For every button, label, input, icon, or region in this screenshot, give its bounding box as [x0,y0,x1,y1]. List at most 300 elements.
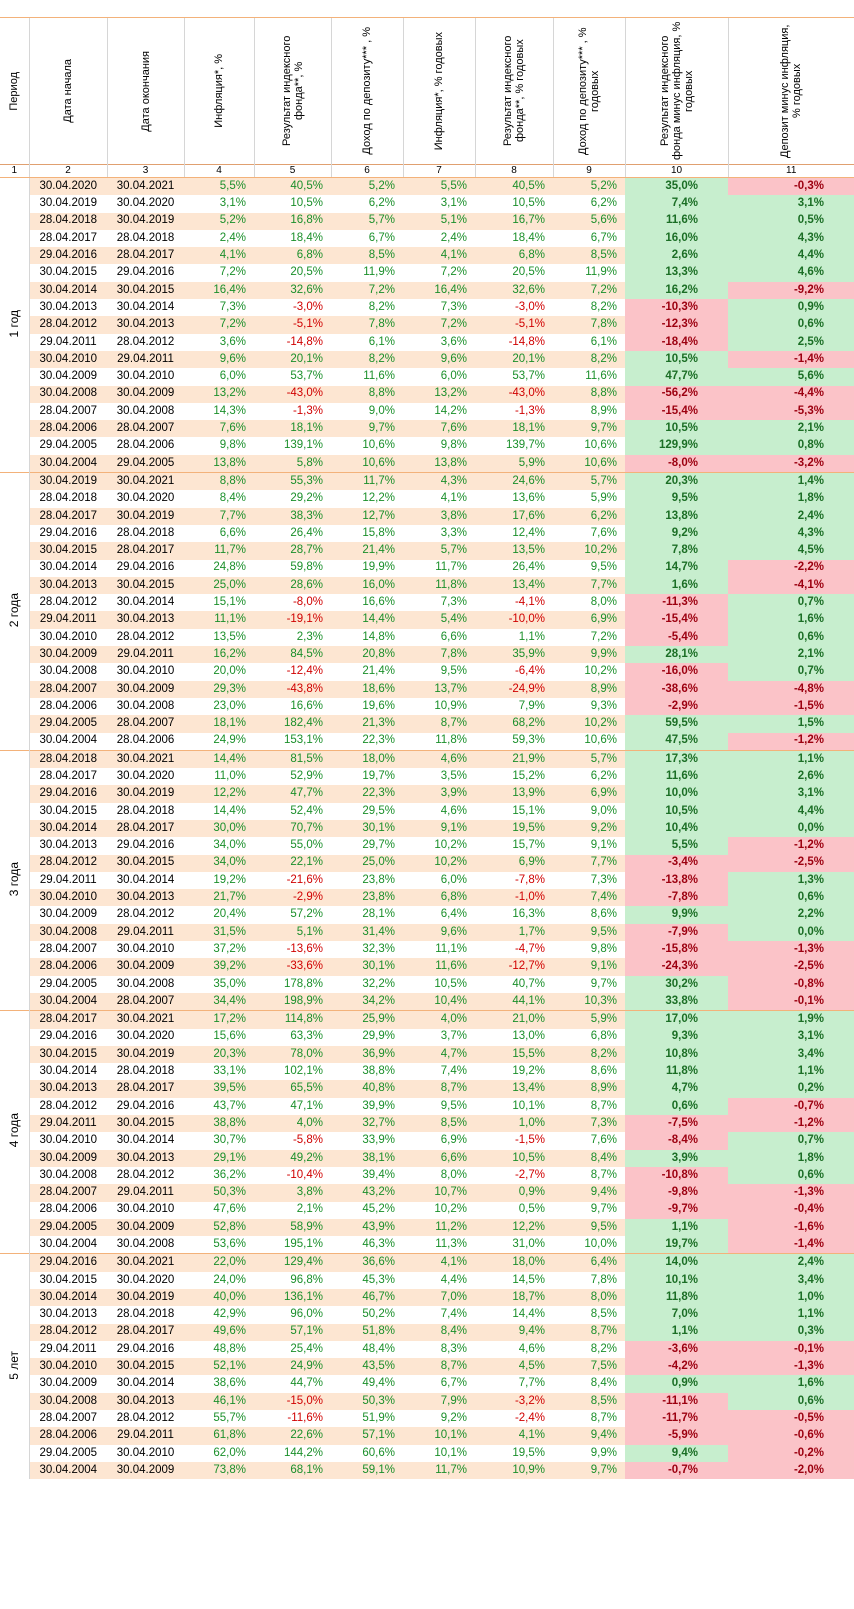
inflation-cell: 12,2% [184,785,254,802]
inflation-annual-cell: 4,7% [403,1046,475,1063]
deposit-minus-inflation-cell: -0,8% [728,976,854,993]
deposit-minus-inflation-cell: 4,4% [728,803,854,820]
deposit-annual-cell: 9,0% [590,804,617,817]
index-fund-cell: 20,5% [290,266,323,279]
deposit-minus-inflation-cell: -1,2% [728,1115,854,1132]
deposit-annual-cell: 5,6% [553,213,625,230]
inflation-annual-cell: 10,2% [434,1203,467,1216]
end-date-cell: 30.04.2010 [116,370,175,383]
header-deposit-annual: Доход по депозиту*** , % годовых [553,18,625,165]
index-fund-annual-cell: -2,7% [514,1168,545,1181]
index-fund-annual-cell: 5,9% [475,455,553,473]
deposit-annual-cell: 9,5% [553,1219,625,1236]
end-date-cell: 28.04.2012 [116,335,175,348]
deposit-minus-inflation-cell: -0,1% [728,993,854,1011]
deposit-cell: 38,8% [362,1065,395,1078]
deposit-annual-cell: 9,5% [590,561,617,574]
start-date-cell: 28.04.2017 [39,769,98,782]
deposit-minus-inflation-cell: 4,4% [728,247,854,264]
inflation-annual-cell: 7,3% [440,596,467,609]
inflation-annual-cell: 2,4% [440,231,467,244]
index-fund-cell: -33,6% [254,958,331,975]
inflation-cell: 52,8% [184,1219,254,1236]
deposit-annual-cell: 9,5% [553,924,625,941]
index-fund-annual-cell: 15,5% [475,1046,553,1063]
inflation-cell: 16,4% [184,282,254,299]
deposit-cell: 5,7% [331,213,403,230]
end-date-cell: 30.04.2008 [116,1238,175,1250]
column-number: 11 [728,165,854,178]
index-fund-annual-cell: -5,1% [475,316,553,333]
returns-table [0,17,854,1479]
deposit-cell: 5,2% [331,178,403,196]
end-date-cell: 30.04.2010 [116,942,175,955]
fund-minus-inflation-cell: 10,8% [625,1046,728,1063]
fund-minus-inflation-cell: -12,3% [625,316,728,333]
index-fund-cell: 24,9% [254,1358,331,1375]
index-fund-annual-cell: -10,0% [475,611,553,628]
deposit-cell: 48,4% [362,1342,395,1355]
deposit-annual-cell: 5,7% [553,750,625,768]
deposit-annual-cell: 9,7% [590,1203,617,1216]
deposit-minus-inflation-cell: -1,3% [728,1184,854,1201]
deposit-cell: 16,6% [362,596,395,609]
deposit-minus-inflation-cell: 0,7% [728,663,854,680]
inflation-annual-cell: 6,6% [403,1150,475,1167]
deposit-cell: 21,3% [331,715,403,732]
inflation-cell: 73,8% [184,1462,254,1479]
deposit-cell: 31,4% [331,924,403,941]
index-fund-annual-cell: 21,9% [475,750,553,768]
index-fund-annual-cell: 44,1% [475,993,553,1011]
inflation-annual-cell: 7,2% [403,316,475,333]
deposit-annual-cell: 7,8% [553,316,625,333]
inflation-annual-cell: 10,4% [403,993,475,1011]
table-row [0,837,854,854]
deposit-cell: 39,4% [362,1168,395,1181]
deposit-annual-cell: 8,5% [553,247,625,264]
fund-minus-inflation-cell: -16,0% [625,663,728,680]
deposit-annual-cell: 10,2% [553,542,625,559]
deposit-minus-inflation-cell: 1,6% [728,611,854,628]
inflation-cell: 36,2% [213,1168,246,1181]
table-row [0,1306,854,1323]
table-row [0,1011,854,1029]
inflation-cell: 7,2% [184,316,254,333]
deposit-annual-cell: 7,2% [553,282,625,299]
table-row [0,820,854,837]
deposit-annual-cell: 6,2% [590,769,617,782]
start-date-cell: 28.04.2006 [29,420,107,437]
inflation-annual-cell: 11,6% [403,958,475,975]
end-date-cell: 30.04.2009 [107,386,184,403]
inflation-cell: 13,8% [184,455,254,473]
index-fund-annual-cell: 19,5% [512,1446,545,1459]
start-date-cell: 29.04.2005 [29,1219,107,1236]
inflation-cell: 43,7% [213,1099,246,1112]
inflation-cell: 23,0% [213,699,246,712]
start-date-cell: 28.04.2012 [39,596,98,609]
deposit-annual-cell: 8,6% [590,1065,617,1078]
deposit-minus-inflation-cell: -0,2% [728,1445,854,1462]
index-fund-annual-cell: 18,0% [475,1254,553,1272]
inflation-annual-cell: 4,1% [403,1254,475,1272]
start-date-cell: 30.04.2014 [39,561,98,574]
table-row [0,1167,854,1184]
table-row [0,611,854,628]
deposit-annual-cell: 10,6% [584,734,617,747]
inflation-annual-cell: 4,1% [440,492,467,505]
inflation-cell: 14,4% [213,804,246,817]
table-row [0,351,854,368]
deposit-cell: 16,0% [331,577,403,594]
deposit-annual-cell: 9,9% [590,1446,617,1459]
inflation-annual-cell: 11,8% [435,734,467,747]
index-fund-annual-cell: 6,9% [475,855,553,872]
table-row [0,1219,854,1236]
index-fund-annual-cell: -2,4% [514,1411,545,1424]
table-row [0,420,854,437]
start-date-cell: 28.04.2017 [29,1011,107,1029]
index-fund-cell: 44,7% [290,1377,323,1390]
index-fund-annual-cell: 32,6% [475,282,553,299]
index-fund-cell: 53,7% [290,370,323,383]
deposit-minus-inflation-cell: 2,1% [728,646,854,663]
index-fund-annual-cell: -7,8% [514,873,545,886]
fund-minus-inflation-cell: -11,1% [625,1393,728,1410]
index-fund-annual-cell: 1,7% [475,924,553,941]
deposit-minus-inflation-cell: 0,7% [728,1132,854,1149]
table-row [0,1462,854,1479]
fund-minus-inflation-cell: 30,2% [625,976,728,993]
deposit-minus-inflation-cell: 1,8% [728,490,854,507]
start-date-cell: 29.04.2011 [29,611,107,628]
deposit-annual-cell: 10,6% [584,439,617,452]
deposit-annual-cell: 9,7% [553,420,625,437]
inflation-annual-cell: 5,5% [403,178,475,196]
start-date-cell: 30.04.2014 [29,1289,107,1306]
index-fund-cell: -43,8% [254,681,331,698]
deposit-minus-inflation-cell: 4,3% [728,230,854,247]
column-number: 3 [107,165,184,178]
inflation-cell: 8,8% [184,473,254,491]
end-date-cell: 28.04.2012 [116,908,175,921]
index-fund-cell: 81,5% [254,750,331,768]
deposit-cell: 10,6% [362,439,395,452]
end-date-cell: 30.04.2014 [116,300,175,313]
deposit-annual-cell: 9,2% [553,820,625,837]
deposit-cell: 29,9% [362,1030,395,1043]
deposit-cell: 29,5% [362,804,395,817]
index-fund-annual-cell: 7,9% [518,699,545,712]
deposit-cell: 21,4% [362,665,395,678]
end-date-cell: 30.04.2019 [107,508,184,525]
deposit-annual-cell: 8,7% [553,1324,625,1341]
inflation-cell: 40,0% [184,1289,254,1306]
table-row [0,368,854,385]
start-date-cell: 28.04.2018 [29,213,107,230]
table-row [0,785,854,802]
fund-minus-inflation-cell: 10,5% [625,803,728,820]
inflation-cell: 7,2% [219,266,246,279]
end-date-cell: 30.04.2021 [107,1254,184,1272]
deposit-minus-inflation-cell: 0,6% [728,889,854,906]
table-row [0,1184,854,1201]
deposit-annual-cell: 8,7% [590,1099,617,1112]
index-fund-cell: 68,1% [254,1462,331,1479]
deposit-annual-cell: 11,9% [585,266,617,279]
fund-minus-inflation-cell: 17,3% [625,750,728,768]
deposit-cell: 45,3% [362,1273,395,1286]
deposit-minus-inflation-cell: 1,1% [728,1306,854,1323]
deposit-cell: 30,1% [331,958,403,975]
inflation-cell: 38,6% [213,1377,246,1390]
index-fund-cell: 58,9% [254,1219,331,1236]
index-fund-annual-cell: 0,9% [475,1184,553,1201]
deposit-annual-cell: 8,4% [590,1377,617,1390]
index-fund-cell: 22,6% [254,1427,331,1444]
index-fund-annual-cell: 6,8% [475,247,553,264]
inflation-annual-cell: 7,4% [440,1308,467,1321]
table-row [0,1375,854,1392]
deposit-minus-inflation-cell: -4,4% [728,386,854,403]
fund-minus-inflation-cell: 0,6% [625,1098,728,1115]
index-fund-annual-cell: 10,1% [512,1099,545,1112]
inflation-cell: 4,1% [184,247,254,264]
start-date-cell: 28.04.2006 [29,1427,107,1444]
fund-minus-inflation-cell: 10,0% [625,785,728,802]
table-row [0,1132,854,1149]
end-date-cell: 30.04.2015 [107,1358,184,1375]
inflation-annual-cell: 7,6% [403,420,475,437]
fund-minus-inflation-cell: 1,1% [625,1324,728,1341]
index-fund-annual-cell: 13,0% [512,1030,545,1043]
table-row [0,924,854,941]
end-date-cell: 30.04.2015 [107,1115,184,1132]
index-fund-annual-cell: 4,6% [518,1342,545,1355]
inflation-annual-cell: 11,7% [403,1462,475,1479]
index-fund-cell: 57,2% [290,908,323,921]
header-inflation-annual: Инфляция*, % годовых [403,18,475,165]
end-date-cell: 30.04.2015 [107,855,184,872]
inflation-annual-cell: 13,2% [403,386,475,403]
fund-minus-inflation-cell: 9,4% [625,1445,728,1462]
end-date-cell: 29.04.2016 [116,266,175,279]
start-date-cell: 28.04.2007 [39,942,98,955]
fund-minus-inflation-cell: 10,1% [625,1272,728,1289]
inflation-annual-cell: 11,8% [403,577,475,594]
deposit-minus-inflation-cell: -3,2% [728,455,854,473]
deposit-cell: 22,3% [362,734,395,747]
deposit-annual-cell: 8,8% [553,386,625,403]
index-fund-annual-cell: -24,9% [475,681,553,698]
deposit-cell: 39,9% [362,1099,395,1112]
table-row [0,768,854,785]
table-row [0,1324,854,1341]
table-row [0,1046,854,1063]
fund-minus-inflation-cell: 7,0% [625,1306,728,1323]
fund-minus-inflation-cell: 14,7% [625,560,728,577]
deposit-minus-inflation-cell: 0,6% [728,1167,854,1184]
index-fund-cell: 114,8% [254,1011,331,1029]
inflation-annual-cell: 5,7% [403,542,475,559]
index-fund-cell: 26,4% [290,526,323,539]
inflation-annual-cell: 8,7% [403,715,475,732]
column-number: 8 [475,165,553,178]
end-date-cell: 30.04.2015 [107,282,184,299]
period-label [0,473,29,751]
end-date-cell: 30.04.2021 [107,750,184,768]
table-row [0,1445,854,1462]
column-number: 7 [403,165,475,178]
inflation-annual-cell: 8,0% [440,1168,467,1181]
table-row [0,594,854,611]
inflation-annual-cell: 6,7% [440,1377,467,1390]
end-date-cell: 30.04.2021 [107,1011,184,1029]
start-date-cell: 30.04.2013 [39,839,98,852]
period-label [0,178,29,473]
inflation-annual-cell: 6,9% [440,1134,467,1147]
start-date-cell: 30.04.2019 [39,197,98,210]
index-fund-annual-cell: -12,7% [475,958,553,975]
fund-minus-inflation-cell: 4,7% [625,1080,728,1097]
index-fund-annual-cell: -14,8% [508,335,545,348]
end-date-cell: 30.04.2015 [107,577,184,594]
start-date-cell: 30.04.2004 [29,993,107,1011]
end-date-cell: 28.04.2017 [107,1080,184,1097]
deposit-minus-inflation-cell: 0,0% [728,924,854,941]
end-date-cell: 30.04.2008 [116,699,175,712]
start-date-cell: 30.04.2015 [39,266,98,279]
index-fund-annual-cell: 31,0% [512,1238,545,1250]
index-fund-annual-cell: 13,5% [475,542,553,559]
end-date-cell: 28.04.2017 [107,820,184,837]
index-fund-annual-cell: 20,5% [512,266,545,279]
index-fund-annual-cell: 16,7% [475,213,553,230]
inflation-annual-cell: 7,0% [403,1289,475,1306]
end-date-cell: 30.04.2019 [107,213,184,230]
table-row [0,542,854,559]
end-date-cell: 28.04.2018 [116,526,175,539]
inflation-cell: 20,0% [213,665,246,678]
column-number-row [0,165,854,178]
header-fund-minus-inflation: Результат индексного фонда минус инфляция, % годовых [625,18,728,165]
end-date-cell: 30.04.2013 [107,611,184,628]
start-date-cell: 28.04.2006 [39,1203,98,1216]
deposit-minus-inflation-cell: 2,4% [728,508,854,525]
fund-minus-inflation-cell: 33,8% [625,993,728,1011]
index-fund-cell: -5,8% [292,1134,323,1147]
deposit-cell: 8,2% [331,351,403,368]
table-row [0,195,854,212]
fund-minus-inflation-cell: -8,0% [625,455,728,473]
inflation-annual-cell: 9,5% [440,665,467,678]
fund-minus-inflation-cell: -15,8% [625,941,728,958]
header-deposit-income: Доход по депозиту*** , % [331,18,403,165]
start-date-cell: 30.04.2015 [39,1273,98,1286]
deposit-cell: 29,7% [362,839,395,852]
index-fund-annual-cell: 53,7% [512,370,545,383]
start-date-cell: 30.04.2008 [39,1168,98,1181]
table-row [0,455,854,473]
fund-minus-inflation-cell: 11,6% [625,213,728,230]
end-date-cell: 30.04.2019 [107,785,184,802]
header-index-fund-result: Результат индексного фонда**, % [254,18,331,165]
end-date-cell: 29.04.2011 [107,1184,184,1201]
index-fund-cell: 96,8% [290,1273,323,1286]
deposit-annual-cell: 6,7% [590,231,617,244]
deposit-cell: 18,0% [331,750,403,768]
fund-minus-inflation-cell: -10,3% [625,299,728,316]
deposit-annual-cell: 10,2% [553,715,625,732]
deposit-annual-cell: 8,9% [590,404,617,417]
fund-minus-inflation-cell: -7,5% [625,1115,728,1132]
deposit-annual-cell: 9,8% [590,942,617,955]
index-fund-cell: 153,1% [283,734,323,747]
deposit-minus-inflation-cell: 0,2% [728,1080,854,1097]
period-label-text: 1 год [7,309,22,338]
inflation-annual-cell: 5,4% [403,611,475,628]
inflation-cell: 8,4% [219,492,246,505]
end-date-cell: 30.04.2008 [116,404,175,417]
table-row [0,698,854,715]
inflation-annual-cell: 11,3% [435,1238,467,1250]
index-fund-annual-cell: 12,2% [475,1219,553,1236]
column-number: 4 [184,165,254,178]
deposit-cell: 6,1% [368,335,395,348]
inflation-cell: 38,8% [184,1115,254,1132]
end-date-cell: 28.04.2018 [116,1308,175,1321]
start-date-cell: 28.04.2018 [29,750,107,768]
index-fund-annual-cell: 139,7% [505,439,545,452]
end-date-cell: 30.04.2008 [116,977,175,990]
column-number: 6 [331,165,403,178]
deposit-minus-inflation-cell: 3,4% [728,1046,854,1063]
table-row [0,750,854,768]
deposit-cell: 7,2% [331,282,403,299]
start-date-cell: 28.04.2006 [39,699,98,712]
index-fund-cell: 129,4% [254,1254,331,1272]
fund-minus-inflation-cell: -5,4% [625,629,728,646]
index-fund-cell: 139,1% [283,439,323,452]
index-fund-annual-cell: 35,9% [475,646,553,663]
deposit-minus-inflation-cell: -1,3% [728,1358,854,1375]
inflation-cell: 47,6% [213,1203,246,1216]
inflation-cell: 29,3% [184,681,254,698]
deposit-annual-cell: 9,9% [553,646,625,663]
table-row [0,577,854,594]
start-date-cell: 30.04.2004 [29,455,107,473]
fund-minus-inflation-cell: -7,9% [625,924,728,941]
inflation-cell: 53,6% [213,1238,246,1250]
start-date-cell: 30.04.2015 [29,542,107,559]
start-date-cell: 30.04.2004 [39,734,98,747]
deposit-minus-inflation-cell: -1,2% [728,733,854,751]
inflation-cell: 39,5% [184,1080,254,1097]
deposit-minus-inflation-cell: 3,1% [728,785,854,802]
inflation-annual-cell: 8,7% [403,1080,475,1097]
start-date-cell: 29.04.2016 [39,1030,98,1043]
table-row [0,560,854,577]
start-date-cell: 29.04.2011 [39,1342,97,1355]
index-fund-cell: -15,0% [254,1393,331,1410]
deposit-minus-inflation-cell: 0,6% [728,316,854,333]
index-fund-cell: 49,2% [254,1150,331,1167]
deposit-cell: 30,1% [331,820,403,837]
end-date-cell: 30.04.2014 [116,1134,175,1147]
index-fund-annual-cell: 1,1% [518,630,545,643]
table-row [0,958,854,975]
